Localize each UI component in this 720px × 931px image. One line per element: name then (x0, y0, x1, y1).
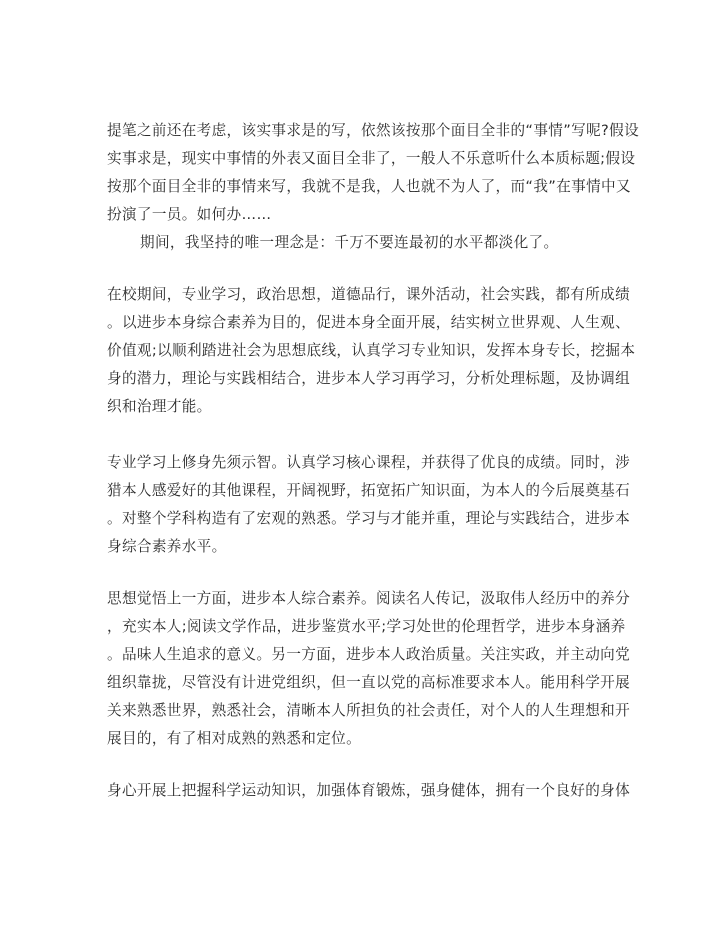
text-line: 织和治理才能。 (107, 398, 212, 415)
text-line: 组织靠拢，尽管没有计进党组织，但一直以党的高标准要求本人。能用科学开展 (107, 674, 631, 691)
text-line: 。以进步本身综合素养为目的，促进本身全面开展，结实树立世界观、人生观、 (107, 314, 631, 331)
text-line: 身的潜力，理论与实践相结合，进步本人学习再学习，分析处理标题，及协调组 (107, 370, 631, 387)
paragraph-ideological-awareness (107, 585, 630, 753)
text-line: 实事求是，现实中事情的外表又面目全非了，一般人不乐意听什么本质标题;假设 (107, 150, 636, 167)
text-line: 期间，我坚持的唯一理念是：千万不要连最初的水平都淡化了。 (140, 234, 559, 251)
text-line: 提笔之前还在考虑，该实事求是的写，依然该按那个面目全非的“事情”写呢?假设 (107, 122, 640, 139)
paragraph-principle (140, 229, 558, 257)
text-line: 。品味人生追求的意义。另一方面，进步本人政治质量。关注实政，并主动向党 (107, 646, 631, 663)
text-line: 关来熟悉世界，熟悉社会，清晰本人所担负的社会责任，对个人的人生理想和开 (107, 702, 631, 719)
paragraph-intro (107, 117, 639, 229)
paragraph-professional-study (107, 449, 630, 561)
text-line: 猎本人感爱好的其他课程，开阔视野，拓宽拓广知识面，为本人的今后展奠基石 (107, 482, 631, 499)
text-line: 扮演了一员。如何办…… (107, 206, 272, 223)
text-line: 展目的，有了相对成熟的熟悉和定位。 (107, 730, 362, 747)
text-line: 身心开展上把握科学运动知识，加强体育锻炼，强身健体，拥有一个良好的身体 (107, 782, 631, 799)
paragraph-physical-development (107, 777, 630, 805)
text-line: 在校期间，专业学习，政治思想，道德品行，课外活动，社会实践，都有所成绩 (107, 286, 631, 303)
text-line: 价值观;以顺利踏进社会为思想底线，认真学习专业知识，发挥本身专长，挖掘本 (107, 342, 636, 359)
paragraph-school-period (107, 281, 635, 421)
text-line: 专业学习上修身先须示智。认真学习核心课程，并获得了优良的成绩。同时，涉 (107, 454, 631, 471)
text-line: 按那个面目全非的事情来写，我就不是我，人也就不为人了，而“我”在事情中又 (107, 178, 631, 195)
text-line: ，充实本人;阅读文学作品，进步鉴赏水平;学习处世的伦理哲学，进步本身涵养 (107, 618, 626, 635)
text-line: 身综合素养水平。 (107, 538, 227, 555)
text-line: 。对整个学科构造有了宏观的熟悉。学习与才能并重，理论与实践结合，进步本 (107, 510, 631, 527)
text-line: 思想觉悟上一方面，进步本人综合素养。阅读名人传记，汲取伟人经历中的养分 (107, 590, 631, 607)
